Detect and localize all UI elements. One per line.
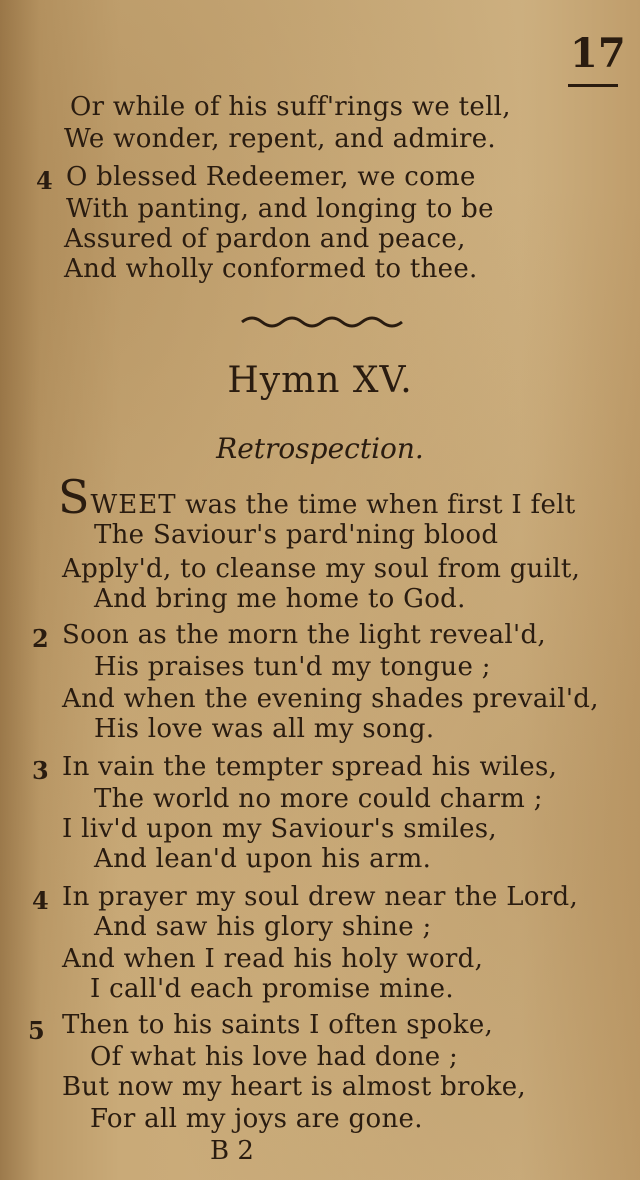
verse-line: In prayer my soul drew near the Lord,: [62, 882, 579, 912]
first-line: [58, 470, 576, 524]
verse-line: O blessed Redeemer, we come: [66, 162, 476, 192]
verse-line: His praises tun'd my tongue ;: [94, 652, 491, 682]
signature-mark: B 2: [210, 1136, 254, 1166]
verse-line: I liv'd upon my Saviour's smiles,: [62, 814, 497, 844]
verse-line: And wholly conformed to thee.: [64, 254, 478, 284]
verse-line: And when the evening shades prevail'd,: [62, 684, 599, 714]
verse-line: Assured of pardon and peace,: [64, 224, 466, 254]
stanza-number: 4: [32, 886, 49, 915]
verse-line: We wonder, repent, and admire.: [64, 124, 496, 154]
first-line-text: was the time when first I felt: [176, 490, 576, 520]
verse-line: For all my joys are gone.: [90, 1104, 423, 1134]
verse-line: And when I read his holy word,: [62, 944, 484, 974]
verse-line: And saw his glory shine ;: [94, 912, 432, 942]
verse-line: Or while of his suff'rings we tell,: [70, 92, 511, 122]
ornament-divider: [240, 312, 406, 332]
hymn-title: Hymn XV.: [227, 360, 413, 401]
verse-line: In vain the tempter spread his wiles,: [62, 752, 558, 782]
stanza-number: 5: [28, 1016, 45, 1045]
verse-line: I call'd each promise mine.: [90, 974, 454, 1004]
verse-line: His love was all my song.: [94, 714, 435, 744]
verse-line: Then to his saints I often spoke,: [62, 1010, 494, 1040]
verse-line: The Saviour's pard'ning blood: [94, 520, 499, 550]
verse-line: Soon as the morn the light reveal'd,: [62, 620, 546, 650]
stanza-number: 4: [36, 166, 53, 195]
verse-line: And lean'd upon his arm.: [94, 844, 432, 874]
hymn-subtitle: Retrospection.: [216, 432, 424, 465]
drop-cap: S: [58, 470, 91, 524]
verse-line: Of what his love had done ;: [90, 1042, 459, 1072]
verse-line: But now my heart is almost broke,: [62, 1072, 526, 1102]
verse-line: Apply'd, to cleanse my soul from guilt,: [62, 554, 581, 584]
stanza-number: 3: [32, 756, 49, 785]
page-number-rule: [568, 84, 618, 87]
page-number: 17: [570, 30, 626, 77]
verse-line: The world no more could charm ;: [94, 784, 543, 814]
verse-line: And bring me home to God.: [94, 584, 466, 614]
small-caps-word: WEET: [90, 490, 177, 520]
verse-line: With panting, and longing to be: [66, 194, 494, 224]
stanza-number: 2: [32, 624, 49, 653]
